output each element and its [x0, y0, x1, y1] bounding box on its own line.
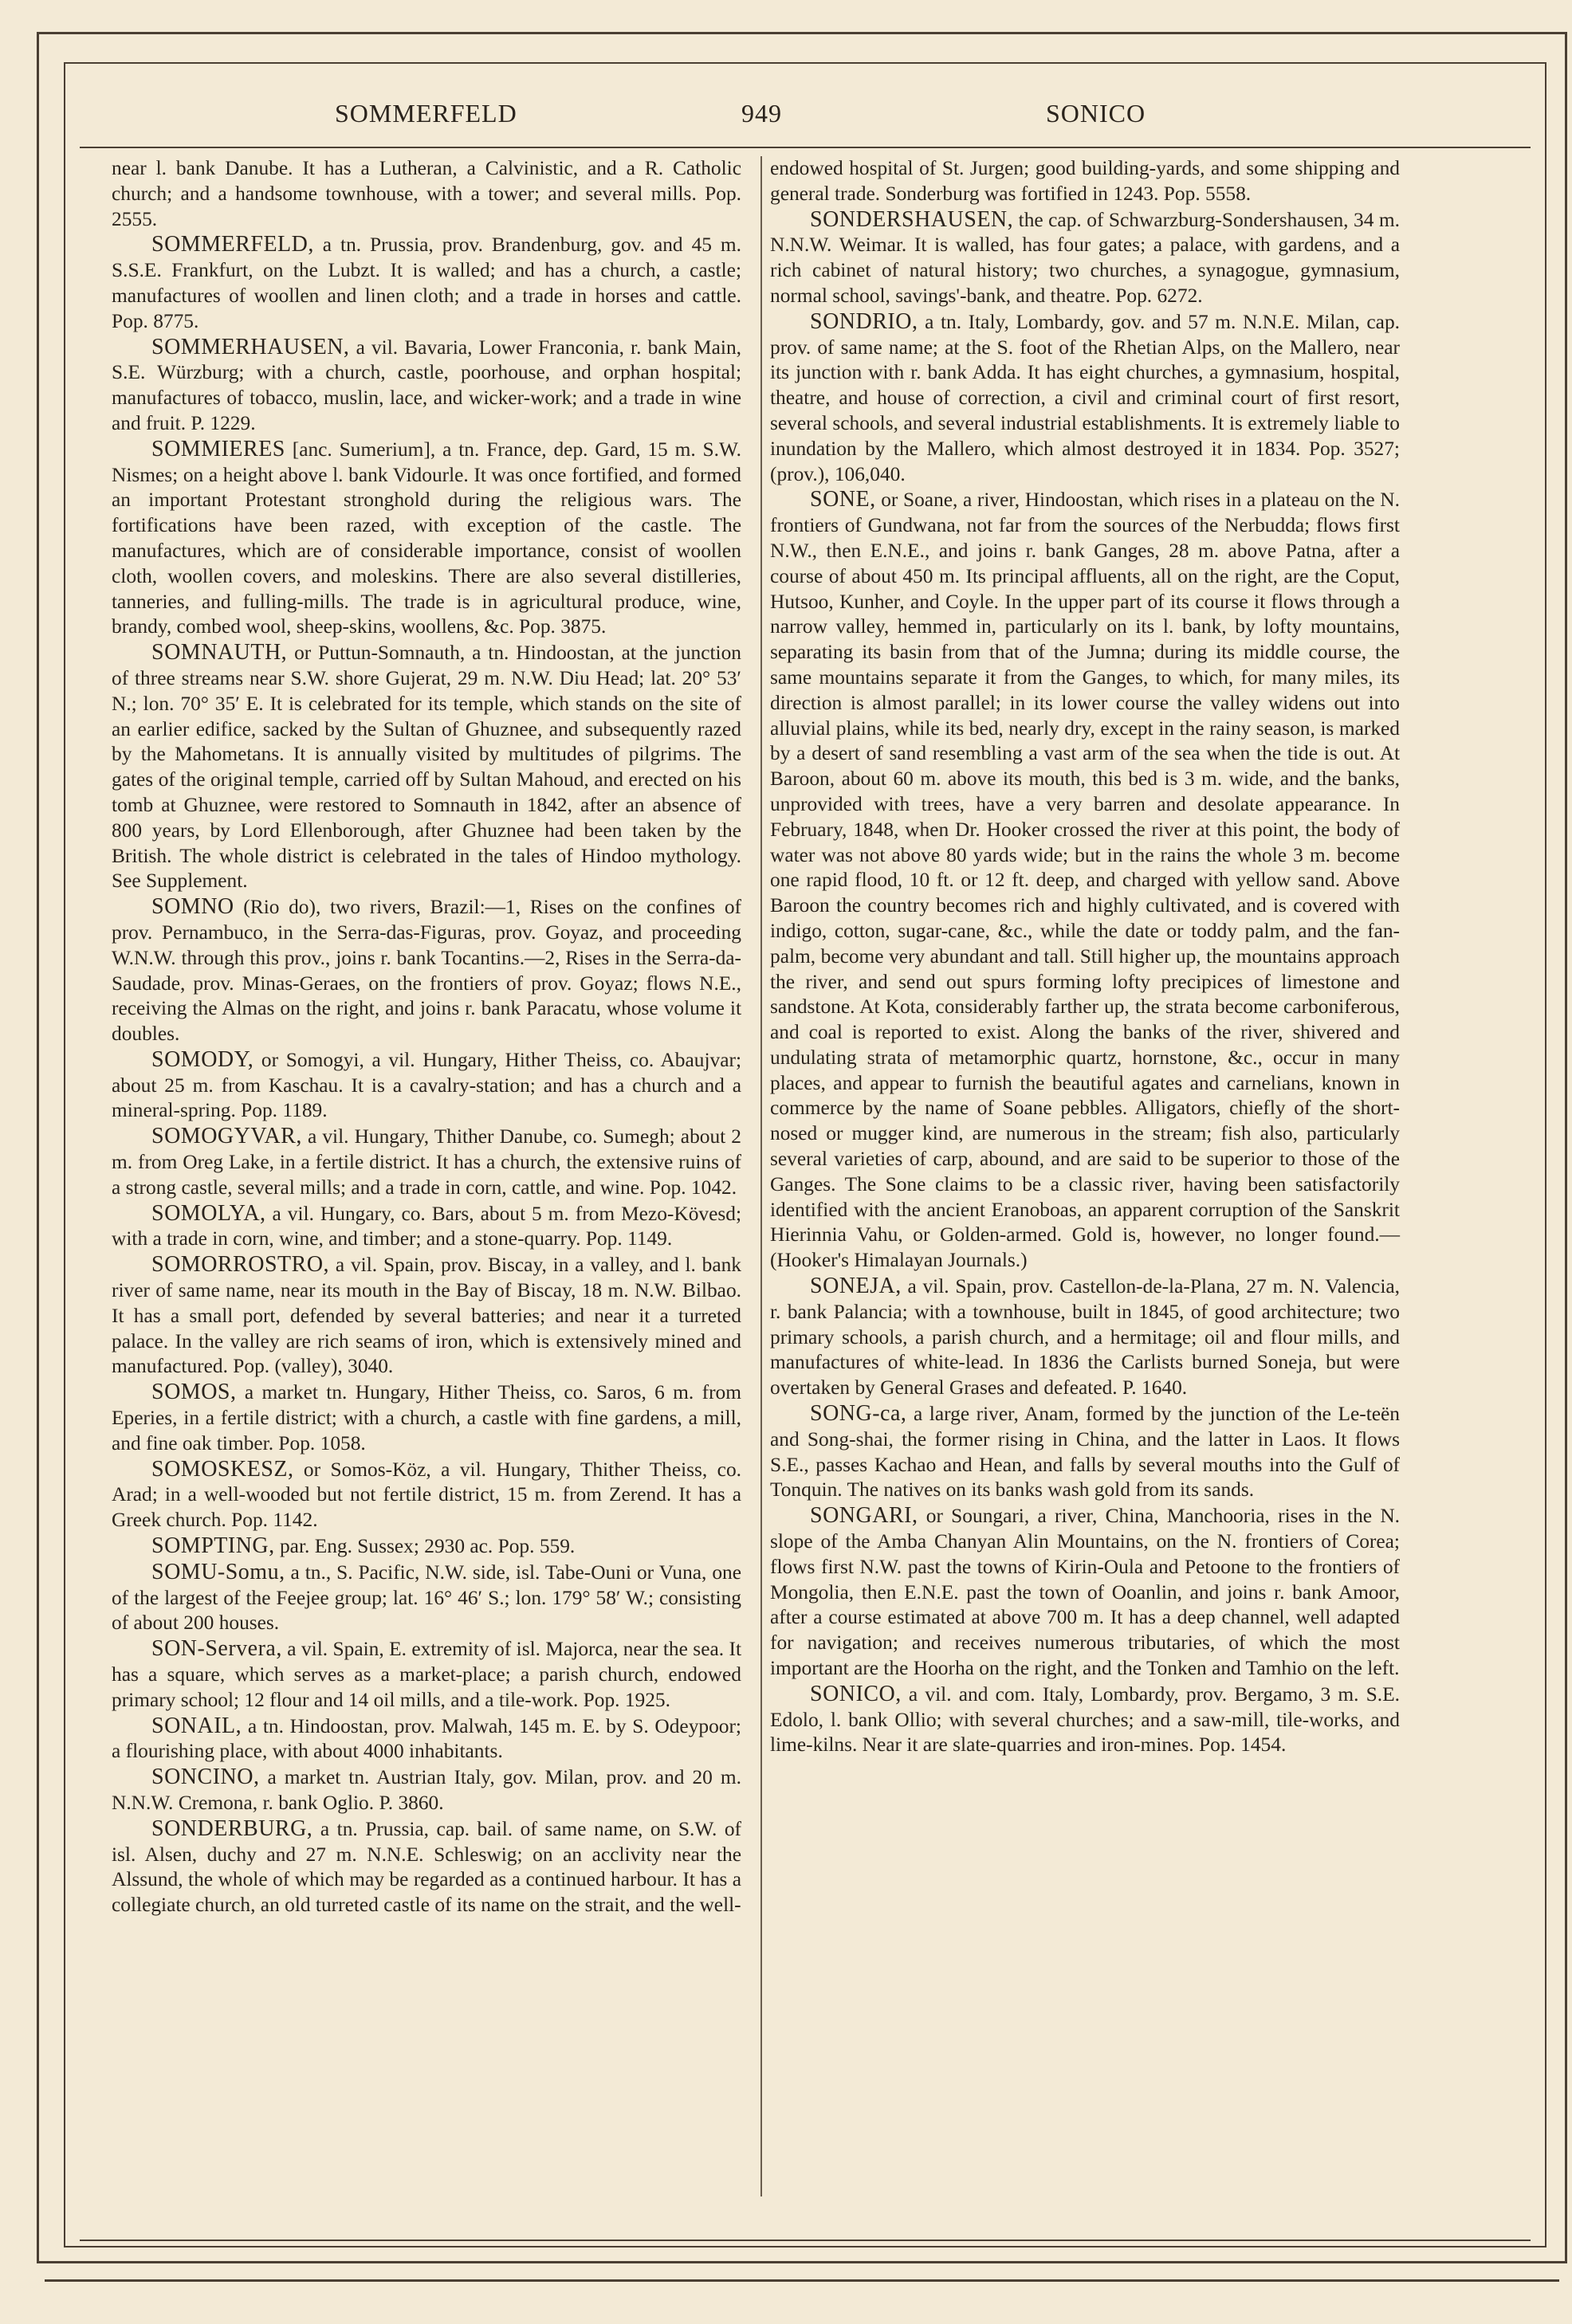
gazetteer-entry: [770, 207, 1400, 309]
entry-headword: SONDRIO,: [810, 308, 918, 334]
gazetteer-entry: [112, 1201, 741, 1253]
gazetteer-entry: [770, 1274, 1400, 1401]
gazetteer-entry: [112, 1047, 741, 1124]
entry-headword: SONG-ca,: [810, 1401, 907, 1427]
gazetteer-entry: [112, 1252, 741, 1380]
gazetteer-entry: [770, 1401, 1400, 1503]
column-divider: [760, 156, 762, 2196]
entry-text: a market tn. Hungary, Hither Theiss, co. Saros, 6 m. from Eperies, in a fertile district; with a church, a castle with fine gardens, a mill, and fine oak timber. Pop. 1058.: [112, 1381, 741, 1454]
gazetteer-entry: [770, 487, 1400, 1274]
entry-headword: SOMOS,: [151, 1380, 237, 1405]
entry-text: (Rio do), two rivers, Brazil:—1, Rises on the confines of prov. Pernambuco, in the Serra-das-Figuras, prov. Goyaz, and proceeding W.N.W. through this prov., joins r. bank Tocantins.—2, Rises in the Serra-da-Saudade, prov. Minas-Geraes, on the frontiers of prov. Goyaz; flows N.E., receiving the Almas on the right, and joins r. bank Paracatu, whose volume it doubles.: [112, 896, 741, 1046]
entry-text: a vil. Hungary, co. Bars, about 5 m. from Mezo-Kövesd; with a trade in corn, wine, and timber; and a stone-quarry. Pop. 1149.: [112, 1202, 741, 1250]
entry-text: par. Eng. Sussex; 2930 ac. Pop. 559.: [274, 1535, 576, 1558]
gazetteer-entry: [112, 156, 741, 232]
entry-headword: SON-Servera,: [151, 1636, 282, 1662]
entry-text: a large river, Anam, formed by the junction of the Le-teën and Song-shai, the former rising in China, and the latter in Laos. It flows S.E., passes Kachao and Hean, and falls by several mouths into the Gulf of Tonquin. The natives on its banks wash gold from its sands.: [770, 1403, 1400, 1502]
entry-headword: SOMMIERES: [151, 436, 285, 461]
gazetteer-entry: [770, 1682, 1400, 1758]
gazetteer-entry: [112, 1560, 741, 1636]
gazetteer-entry: [112, 1124, 741, 1200]
bottom-rule-outer: [45, 2279, 1559, 2282]
entry-text: a market tn. Austrian Italy, gov. Milan, prov. and 20 m. N.N.W. Cremona, r. bank Oglio. P. 3860.: [112, 1766, 741, 1814]
entry-headword: SONICO,: [810, 1681, 902, 1706]
bottom-rule: [80, 2240, 1531, 2241]
entry-text: endowed hospital of St. Jurgen; good building-yards, and some shipping and general trade. Sonderburg was fortified in 1243. Pop. 5558.: [770, 157, 1400, 205]
gazetteer-entry: [112, 1816, 741, 1918]
gazetteer-entry: [112, 1457, 741, 1533]
left-column: [112, 156, 741, 1918]
entry-text: a tn. Hindoostan, prov. Malwah, 145 m. E. by S. Odeypoor; a flourishing place, with about 4000 inhabitants.: [112, 1714, 741, 1763]
entry-text: the cap. of Schwarzburg-Sondershausen, 34 m. N.N.W. Weimar. It is walled, has four gates; a palace, with gardens, and a rich cabinet of natural history; two churches, a synagogue, gymnasium, normal school, savings'-bank, and theatre. Pop. 6272.: [770, 208, 1400, 307]
entry-text: a tn. Prussia, prov. Brandenburg, gov. and 45 m. S.S.E. Frankfurt, on the Lubzt. It is walled; and has a church, a castle; manufactures of woollen and linen cloth; and a trade in horses and cattle. Pop. 8775.: [112, 234, 741, 332]
entry-headword: SOMU-Somu,: [151, 1559, 285, 1584]
entry-headword: SONEJA,: [810, 1274, 902, 1299]
gazetteer-entry: [112, 437, 741, 640]
entry-headword: SOMPTING,: [151, 1533, 275, 1559]
running-head-left: SOMMERFELD: [335, 99, 517, 128]
entry-text: or Soane, a river, Hindoostan, which rises in a plateau on the N. frontiers of Gundwana, not far from the sources of the Nerbudda; flows first N.W., then E.N.E., and joins r. bank Ganges, 28 m. above Patna, after a course of about 450 m. Its principal affluents, all on the right, are the Coput, Hutsoo, Kunher, and Coyle. In the upper part of its course it flows through a narrow valley, hemmed in, particularly on its l. bank, by lofty mountains, separating its basin from that of the Jumna; during its middle course, the same mountains separate it from the Ganges, to which, for many miles, its direction is almost parallel; in its lower course the valley widens out into alluvial plains, while its bed, nearly dry, except in the rainy season, is marked by a desert of sand resembling a vast arm of the sea when the tide is out. At Baroon, about 60 m. above its mouth, this bed is 3 m. wide, and the banks, unprovided with trees, have a very barren and desolate appearance. In February, 1848, when Dr. Hooker crossed the river at this point, the body of water was not above 80 yards wide; but in the rains the whole 3 m. become one rapid flood, 10 ft. or 12 ft. deep, and charged with yellow sand. Above Baroon the country becomes rich and highly cultivated, and is covered with indigo, cotton, sugar-cane, &c., while the date or toddy palm, and the fan-palm, become very abundant and tall. Still higher up, the mountains approach the river, and send out spurs forming lofty precipices of limestone and sandstone. At Kota, considerably farther up, the strata become carboniferous, and coal is reported to exist. Along the banks of the river, shivered and undulating strata of metamorphic quartz, hornstone, &c., occur in many places, and appear to furnish the beautiful agates and carnelians, known in commerce by the name of Soane pebbles. Alligators, chiefly of the short-nosed or mugger kind, are numerous in the stream; fish also, particularly several varieties of carp, abound, and are said to be superior to those of the Ganges. The Sone claims to be a classic river, having been satisfactorily identified with the ancient Eranoboas, an apparent corruption of the Sanskrit Hierinnia Vahu, or Golden-armed. Gold is, however, no longer found.—(Hooker's Himalayan Journals.): [770, 489, 1400, 1272]
entry-text: or Somos-Köz, a vil. Hungary, Thither Theiss, co. Arad; in a well-wooded but not fertile district, 15 m. from Zerend. It has a Greek church. Pop. 1142.: [112, 1458, 741, 1532]
entry-headword: SOMODY,: [151, 1046, 254, 1072]
entry-text: near l. bank Danube. It has a Lutheran, a Calvinistic, and a R. Catholic church; and a handsome townhouse, with a tower; and several mills. Pop. 2555.: [112, 157, 741, 230]
gazetteer-entry: [112, 1533, 741, 1560]
gazetteer-entry: [112, 894, 741, 1047]
entry-headword: SONDERSHAUSEN,: [810, 206, 1014, 232]
entry-text: [anc. Sumerium], a tn. France, dep. Gard, 15 m. S.W. Nismes; on a height above l. bank Vidourle. It was once fortified, and formed an important Protestant stronghold during the religious wars. The fortifications have been razed, with exception of the castle. The manufactures, which are of considerable importance, consist of woollen cloth, woollen covers, and moleskins. There are also several distilleries, tanneries, and fulling-mills. The trade is in agricultural produce, wine, brandy, combed wool, sheep-skins, woollens, &c. Pop. 3875.: [112, 438, 741, 638]
entry-text: or Soungari, a river, China, Manchooria, rises in the N. slope of the Amba Chanyan Alin Mountains, on the N. frontiers of Corea; flows first N.W. past the towns of Kirin-Oula and Petoone to the frontiers of Mongolia, then E.N.E. past the town of Ooanlin, and joins r. bank Amoor, after a course estimated at above 700 m. It has a deep channel, well adapted for navigation; and receives numerous tributaries, of which the most important are the Hoorha on the right, and the Tonken and Tamhio on the left.: [770, 1505, 1400, 1680]
gazetteer-entry: [112, 335, 741, 437]
entry-text: a vil. and com. Italy, Lombardy, prov. Bergamo, 3 m. S.E. Edolo, l. bank Ollio; with several churches; and a saw-mill, tile-works, and lime-kilns. Near it are slate-quarries and iron-mines. Pop. 1454.: [770, 1682, 1400, 1757]
gazetteer-entry: [112, 640, 741, 894]
gazetteer-entry: [770, 156, 1400, 207]
entry-headword: SONCINO,: [151, 1765, 260, 1790]
entry-text: a vil. Spain, E. extremity of isl. Majorca, near the sea. It has a square, which serves as a market-place; a parish church, endowed primary school; 12 flour and 14 oil mills, and a tile-work. Pop. 1925.: [112, 1638, 741, 1711]
gazetteer-entry: [770, 1503, 1400, 1682]
entry-headword: SOMORROSTRO,: [151, 1252, 330, 1278]
entry-headword: SONE,: [810, 487, 876, 512]
entry-text: or Puttun-Somnauth, a tn. Hindoostan, at the junction of three streams near S.W. shore Gujerat, 29 m. N.W. Diu Head; lat. 20° 53′ N.; lon. 70° 35′ E. It is celebrated for its temple, which stands on the site of an earlier edifice, sacked by the Sultan of Ghuznee, and subsequently razed by the Mahometans. It is annually visited by multitudes of pilgrims. The gates of the original temple, carried off by Sultan Mahoud, and erected on his tomb at Ghuznee, were restored to Somnauth in 1842, after an absence of 800 years, by Lord Ellenborough, after Ghuznee had been taken by the British. The whole district is celebrated in the tales of Hindoo mythology. See Supplement.: [112, 642, 741, 893]
entry-text: a tn. Prussia, cap. bail. of same name, on S.W. of isl. Alsen, duchy and 27 m. N.N.E. Schleswig; on an acclivity near the Alssund, the whole of which may be regarded as a continued harbour. It has a collegiate church, an old turreted castle of its name on the strait, and the well-: [112, 1817, 741, 1917]
entry-headword: SOMMERHAUSEN,: [151, 334, 350, 359]
entry-headword: SONDERBURG,: [151, 1816, 313, 1841]
entry-text: a vil. Hungary, Thither Danube, co. Sumegh; about 2 m. from Oreg Lake, in a fertile district. It has a church, the extensive ruins of a strong castle, several mills; and a trade in corn, cattle, and wine. Pop. 1042.: [112, 1125, 741, 1199]
entry-headword: SOMOSKESZ,: [151, 1456, 294, 1482]
entry-headword: SOMOGYVAR,: [151, 1124, 302, 1149]
page-number: 949: [741, 99, 782, 128]
gazetteer-entry: [112, 1380, 741, 1456]
gazetteer-entry: [112, 1636, 741, 1713]
right-column: [770, 156, 1400, 1758]
gazetteer-entry: [112, 1714, 741, 1765]
entry-text: or Somogyi, a vil. Hungary, Hither Theiss, co. Abaujvar; about 25 m. from Kaschau. It is a cavalry-station; and has a church and a mineral-spring. Pop. 1189.: [112, 1048, 741, 1122]
gazetteer-entry: [112, 1765, 741, 1816]
entry-headword: SOMNAUTH,: [151, 640, 288, 665]
header-rule: [80, 147, 1531, 148]
entry-text: a tn. Italy, Lombardy, gov. and 57 m. N.N.E. Milan, cap. prov. of same name; at the S. foot of the Rhetian Alps, on the Mallero, near its junction with r. bank Adda. It has eight churches, a gymnasium, hospital, theatre, and house of correction, a civil and criminal court of first resort, several schools, and several industrial establishments. It is extremely liable to inundation by the Mallero, which almost destroyed it in 1834. Pop. 3527; (prov.), 106,040.: [770, 310, 1400, 485]
entry-headword: SOMMERFELD,: [151, 232, 314, 257]
entry-text: a vil. Spain, prov. Biscay, in a valley, and l. bank river of same name, near its mouth in the Bay of Biscay, 18 m. N.W. Bilbao. It has a small port, defended by several batteries; and near it a turreted palace. In the valley are rich seams of iron, which is extensively mined and manufactured. Pop. (valley), 3040.: [112, 1254, 741, 1378]
entry-text: a vil. Bavaria, Lower Franconia, r. bank Main, S.E. Würzburg; with a church, castle, poorhouse, and orphan hospital; manufactures of tobacco, muslin, lace, and wicker-work; and a trade in wine and fruit. P. 1229.: [112, 336, 741, 434]
entry-headword: SONGARI,: [810, 1503, 918, 1529]
gazetteer-entry: [770, 309, 1400, 488]
entry-headword: SOMNO: [151, 894, 234, 920]
entry-headword: SOMOLYA,: [151, 1200, 266, 1226]
gazetteer-entry: [112, 232, 741, 334]
running-head-right: SONICO: [1046, 99, 1146, 128]
entry-text: a tn., S. Pacific, N.W. side, isl. Tabe-Ouni or Vuna, one of the largest of the Feejee group; lat. 16° 46′ S.; lon. 179° 58′ W.; consisting of about 200 houses.: [112, 1560, 741, 1635]
entry-text: a vil. Spain, prov. Castellon-de-la-Plana, 27 m. N. Valencia, r. bank Palancia; with a townhouse, built in 1845, of good architecture; two primary schools, a parish church, and a hermitage; oil and flour mills, and manufactures of white-lead. In 1836 the Carlists burned Soneja, but were overtaken by General Grases and defeated. P. 1640.: [770, 1275, 1400, 1400]
entry-headword: SONAIL,: [151, 1713, 242, 1738]
